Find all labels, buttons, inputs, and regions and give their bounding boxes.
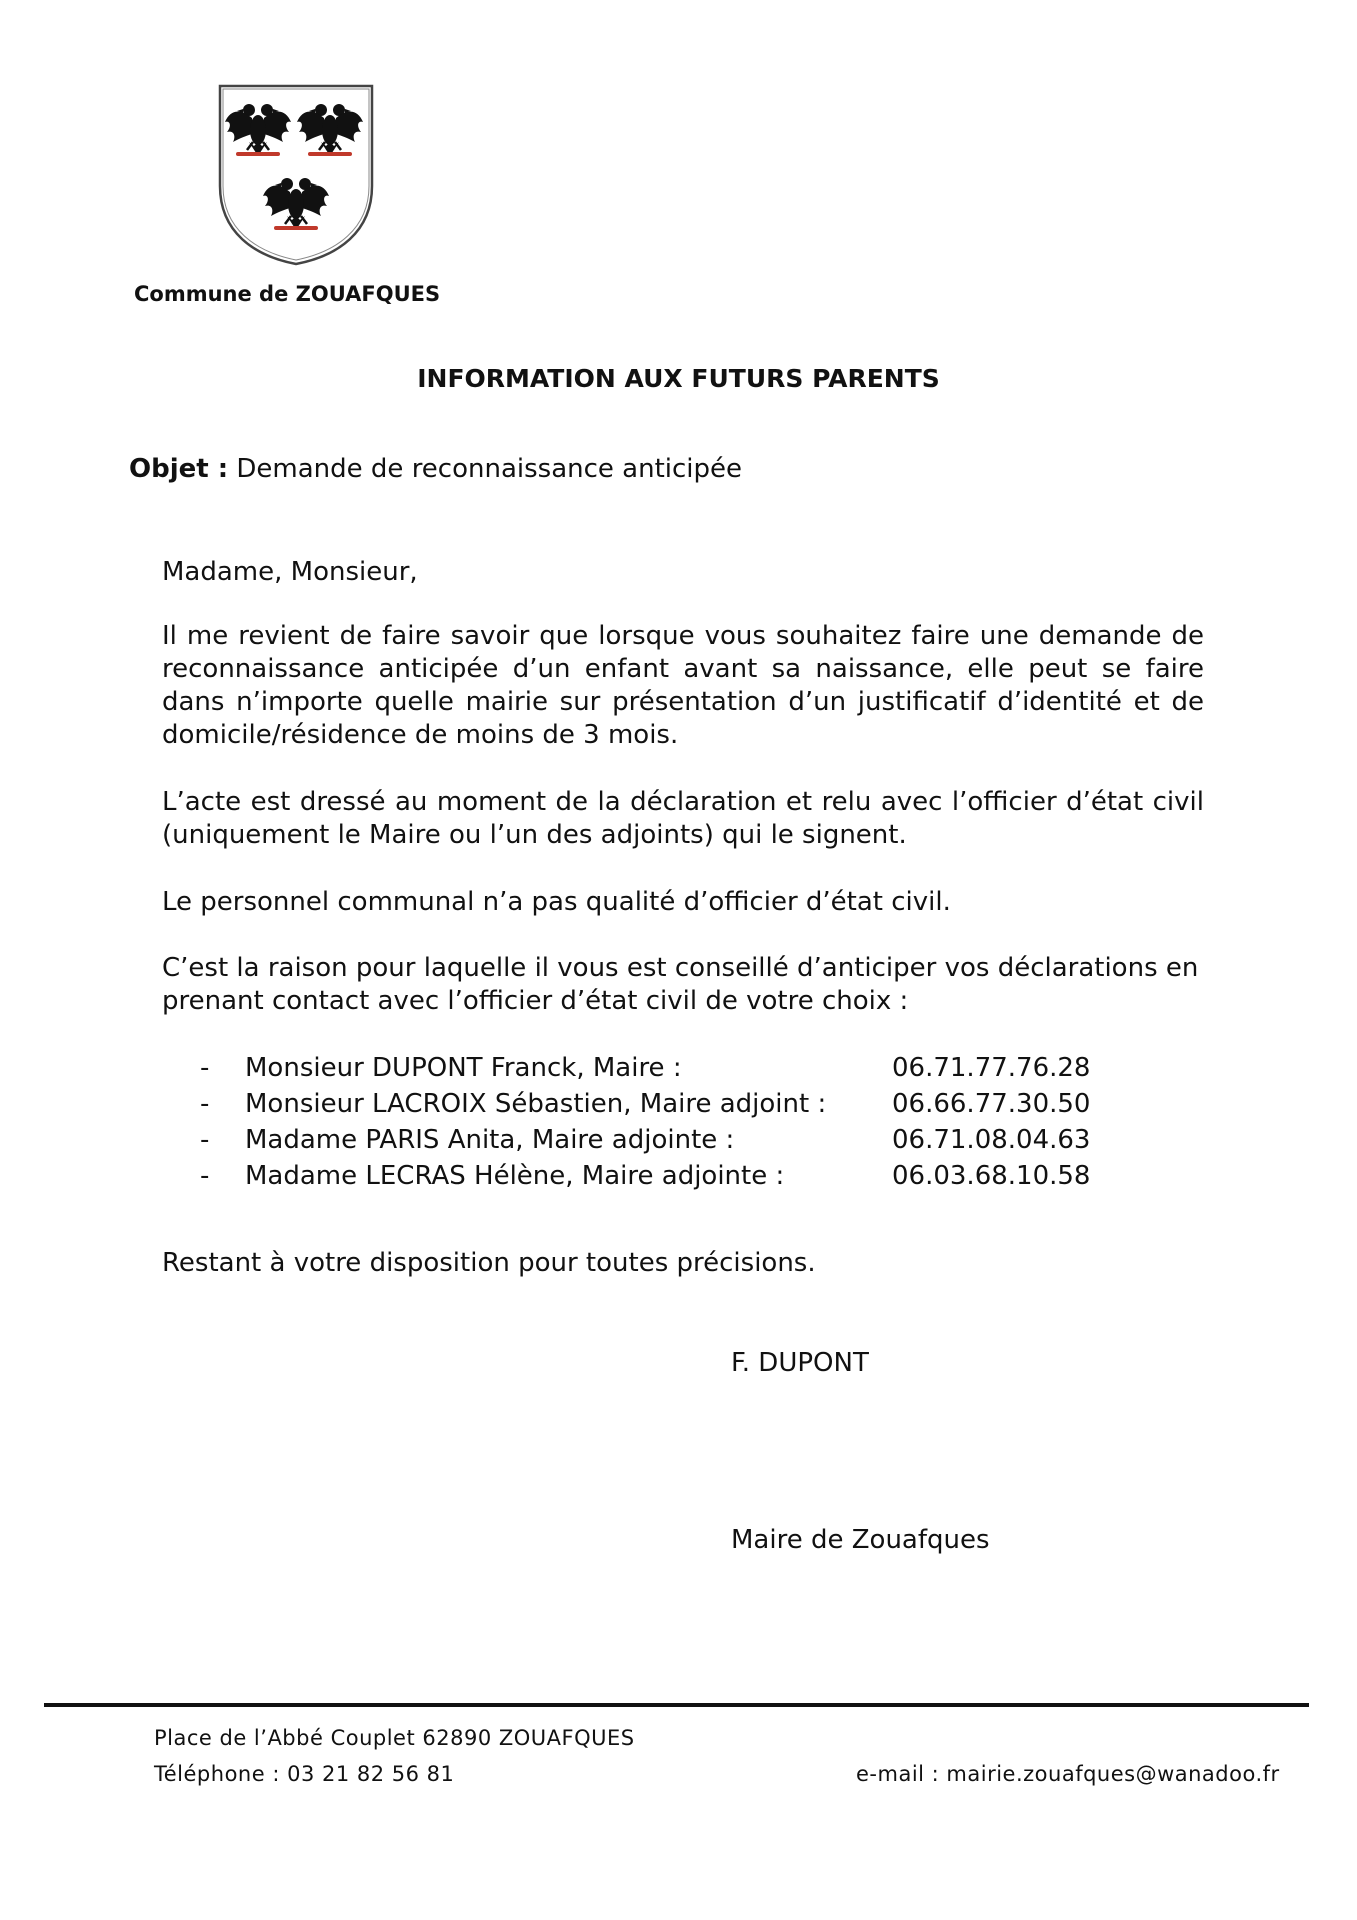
- bullet: -: [200, 1053, 210, 1083]
- footer-phone: Téléphone : 03 21 82 56 81: [154, 1762, 455, 1786]
- contact-row: [200, 1158, 1090, 1194]
- contact-name: Madame PARIS Anita, Maire adjointe :: [245, 1125, 735, 1155]
- contact-row: [200, 1086, 1090, 1122]
- bullet: -: [200, 1161, 210, 1191]
- coat-of-arms-icon: [216, 82, 376, 268]
- contact-list: [200, 1050, 1090, 1194]
- paragraph: C’est la raison pour laquelle il vous est conseillé d’anticiper vos déclarations en prenant contact avec l’officier d’état civil de votre choix :: [162, 953, 1199, 1016]
- contact-phone: 06.66.77.30.50: [892, 1089, 1091, 1119]
- contact-phone: 06.71.08.04.63: [892, 1125, 1091, 1155]
- signature-title: Maire de Zouafques: [731, 1525, 990, 1555]
- document-title: INFORMATION AUX FUTURS PARENTS: [417, 364, 940, 393]
- object-text: Demande de reconnaissance anticipée: [236, 454, 743, 484]
- closing-line: Restant à votre disposition pour toutes précisions.: [162, 1248, 816, 1278]
- object-label: Objet :: [129, 454, 229, 484]
- footer-email: e-mail : mairie.zouafques@wanadoo.fr: [856, 1762, 1280, 1786]
- contact-row: [200, 1122, 1090, 1158]
- contact-name: Madame LECRAS Hélène, Maire adjointe :: [245, 1161, 785, 1191]
- contact-row: [200, 1050, 1090, 1086]
- bullet: -: [200, 1125, 210, 1155]
- paragraph: Le personnel communal n’a pas qualité d’officier d’état civil.: [162, 887, 951, 917]
- object-line: [129, 454, 742, 484]
- contact-phone: 06.71.77.76.28: [892, 1053, 1091, 1083]
- contact-phone: 06.03.68.10.58: [892, 1161, 1091, 1191]
- paragraph: L’acte est dressé au moment de la déclaration et relu avec l’officier d’état civil (uniquement le Maire ou l’un des adjoints) qui le signent.: [162, 787, 1204, 850]
- footer-divider: [44, 1703, 1309, 1707]
- footer-address: Place de l’Abbé Couplet 62890 ZOUAFQUES: [154, 1726, 635, 1750]
- bullet: -: [200, 1089, 210, 1119]
- contact-name: Monsieur LACROIX Sébastien, Maire adjoint :: [245, 1089, 827, 1119]
- contact-name: Monsieur DUPONT Franck, Maire :: [245, 1053, 682, 1083]
- paragraph: Il me revient de faire savoir que lorsque vous souhaitez faire une demande de reconnaissance anticipée d’un enfant avant sa naissance, elle peut se faire dans n’importe quelle mairie sur présentation d’un justificatif d’identité et de domicile/résidence de moins de 3 mois.: [162, 621, 1204, 750]
- commune-name: Commune de ZOUAFQUES: [134, 282, 441, 306]
- greeting: Madame, Monsieur,: [162, 557, 418, 587]
- signature-name: F. DUPONT: [731, 1348, 869, 1378]
